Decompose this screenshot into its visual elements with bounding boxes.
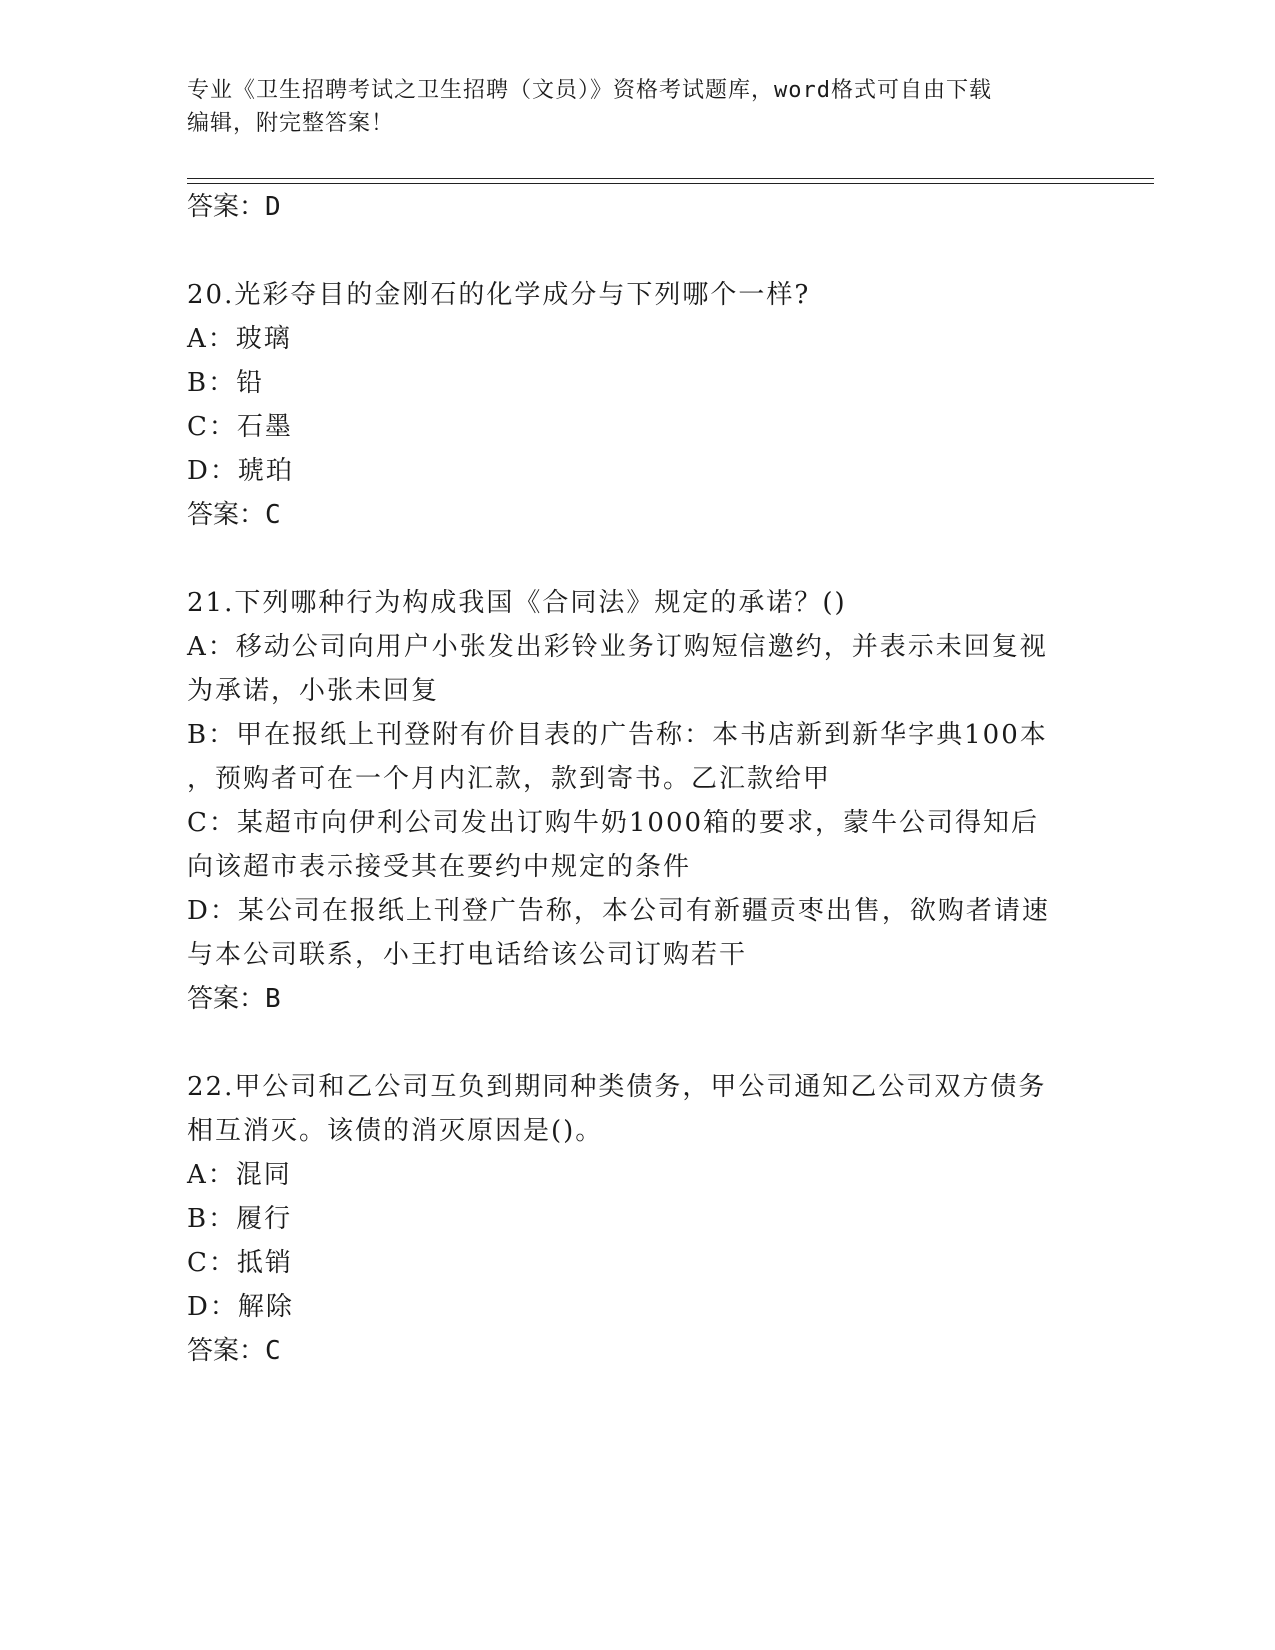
question-21-option-b-cont: ，预购者可在一个月内汇款，款到寄书。乙汇款给甲 bbox=[187, 764, 832, 794]
question-22-stem: 22.甲公司和乙公司互负到期同种类债务，甲公司通知乙公司双方债务 bbox=[187, 1072, 1047, 1102]
question-20-stem: 20.光彩夺目的金刚石的化学成分与下列哪个一样? bbox=[187, 280, 811, 310]
question-22-stem-cont: 相互消灭。该债的消灭原因是()。 bbox=[187, 1116, 604, 1146]
previous-answer: 答案：D bbox=[187, 192, 281, 222]
question-21-option-d: D：某公司在报纸上刊登广告称，本公司有新疆贡枣出售，欲购者请速 bbox=[187, 896, 1050, 926]
question-20-option-c: C：石墨 bbox=[187, 412, 293, 442]
question-21-answer: 答案：B bbox=[187, 984, 281, 1014]
question-20-option-d: D：琥珀 bbox=[187, 456, 294, 486]
question-22-option-a: A：混同 bbox=[187, 1160, 292, 1190]
question-22-option-d: D：解除 bbox=[187, 1292, 294, 1322]
question-20-answer: 答案：C bbox=[187, 500, 281, 530]
question-22-answer: 答案：C bbox=[187, 1336, 281, 1366]
question-21-stem: 21.下列哪种行为构成我国《合同法》规定的承诺？() bbox=[187, 588, 847, 618]
header-divider-top bbox=[187, 178, 1154, 179]
question-21-option-c: C：某超市向伊利公司发出订购牛奶1000箱的要求，蒙牛公司得知后 bbox=[187, 808, 1040, 838]
question-20-option-b: B：铅 bbox=[187, 368, 265, 398]
question-22-option-c: C：抵销 bbox=[187, 1248, 293, 1278]
question-21-option-b: B：甲在报纸上刊登附有价目表的广告称：本书店新到新华字典100本 bbox=[187, 720, 1048, 750]
header-divider-bottom bbox=[187, 183, 1154, 184]
question-21-option-a-cont: 为承诺，小张未回复 bbox=[187, 676, 440, 706]
question-21-option-d-cont: 与本公司联系，小王打电话给该公司订购若干 bbox=[187, 940, 748, 970]
question-21-option-a: A：移动公司向用户小张发出彩铃业务订购短信邀约，并表示未回复视 bbox=[187, 632, 1048, 662]
question-20-option-a: A：玻璃 bbox=[187, 324, 292, 354]
header-line-1: 专业《卫生招聘考试之卫生招聘（文员）》资格考试题库，word格式可自由下载 bbox=[187, 78, 992, 103]
question-21-option-c-cont: 向该超市表示接受其在要约中规定的条件 bbox=[187, 852, 692, 882]
question-22-option-b: B：履行 bbox=[187, 1204, 293, 1234]
document-header bbox=[187, 74, 1067, 140]
header-line-2: 编辑，附完整答案！ bbox=[187, 111, 395, 136]
